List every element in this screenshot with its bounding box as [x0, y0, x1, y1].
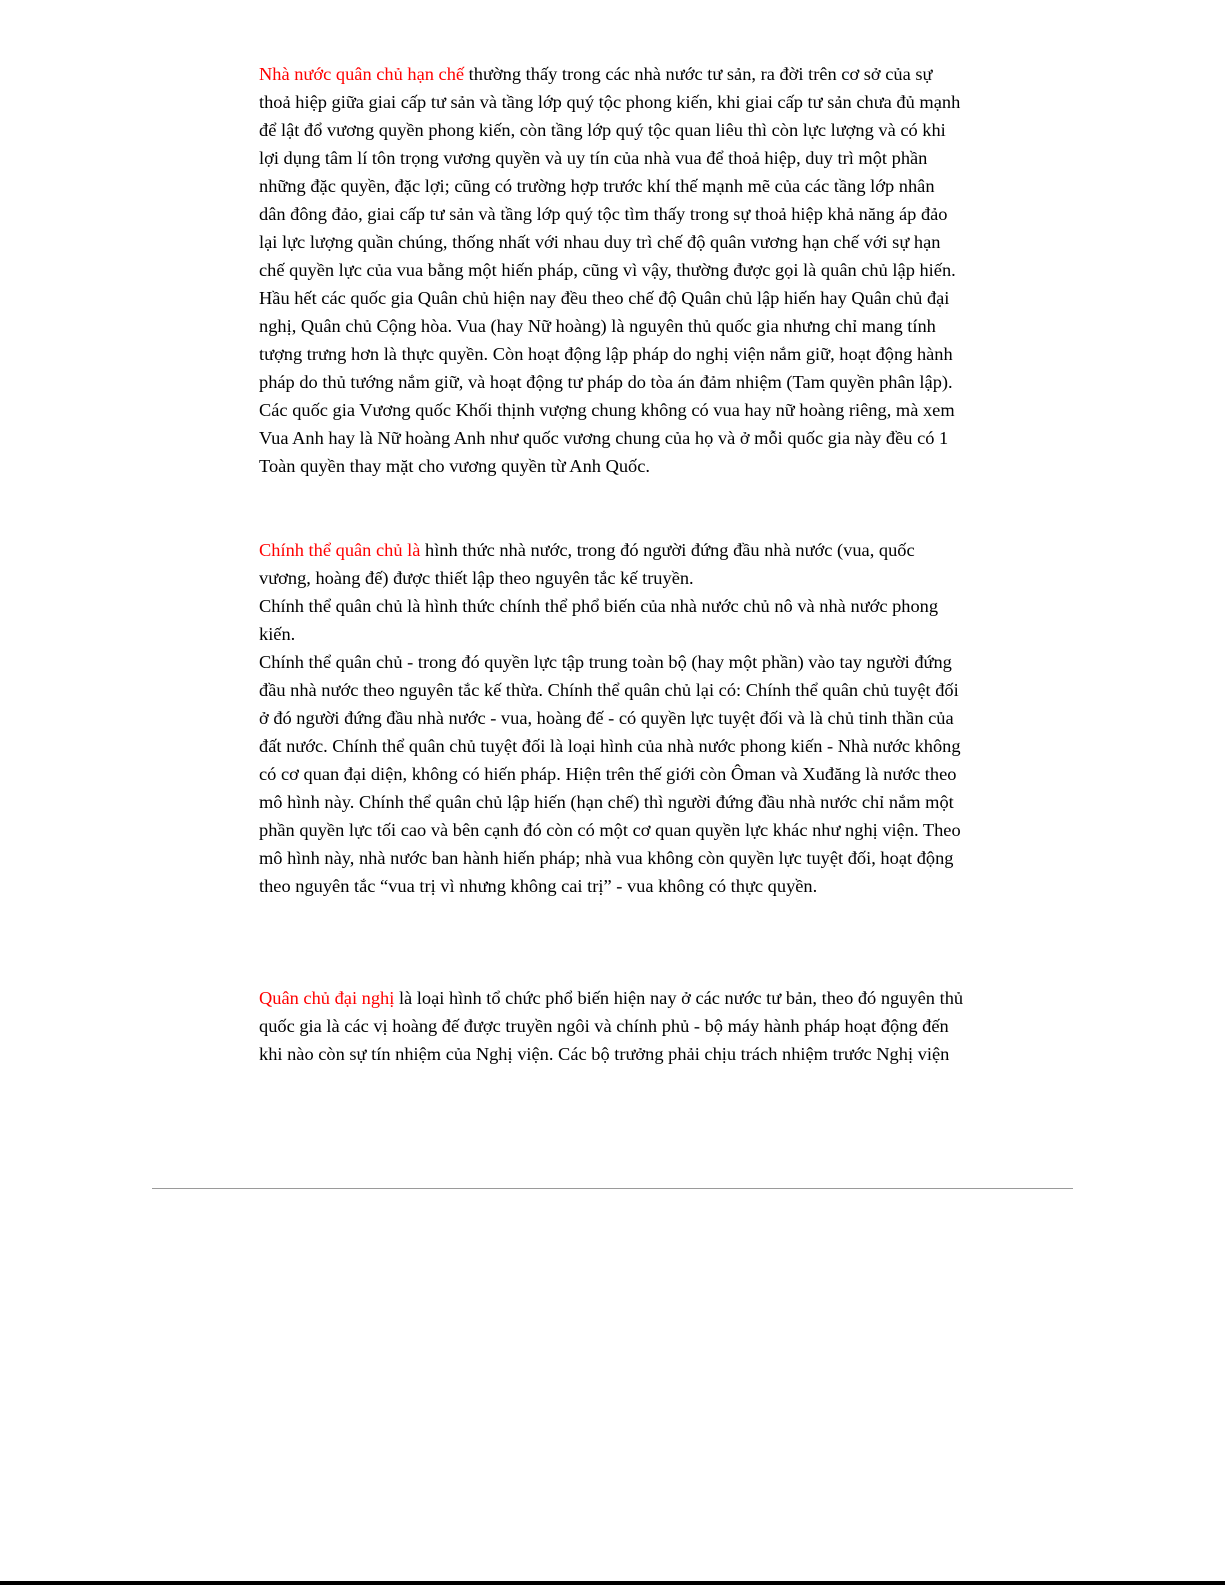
- section-1-body-text: thường thấy trong các nhà nước tư sản, ra đời trên cơ sở của sự thoả hiệp giữa giai cấp tư sản và tầng lớp quý tộc phong kiến, khi giai cấp tư sản chưa đủ mạnh để lật đổ vương quyền phong kiến, còn tầng lớp quý tộc quan liêu thì còn lực lượng và có khi lợi dụng tâm lí tôn trọng vương quyền và uy tín của nhà vua để thoả hiệp, duy trì một phần những đặc quyền, đặc lợi; cũng có trường hợp trước khí thế mạnh mẽ của các tầng lớp nhân dân đông đảo, giai cấp tư sản và tầng lớp quý tộc tìm thấy trong sự thoả hiệp khả năng áp đảo lại lực lượng quần chúng, thống nhất với nhau duy trì chế độ quân vương hạn chế với sự hạn chế quyền lực của vua bằng một hiến pháp, cũng vì vậy, thường được gọi là quân chủ lập hiến.: [259, 64, 961, 280]
- section-3-paragraph-1: [259, 984, 965, 1068]
- page-bottom-edge: [0, 1581, 1225, 1585]
- section-2-paragraph-2: Chính thể quân chủ là hình thức chính thể phổ biến của nhà nước chủ nô và nhà nước phong kiến.: [259, 596, 939, 644]
- section-2-heading-term: Chính thể quân chủ là: [259, 540, 421, 560]
- page-divider: [152, 1188, 1073, 1189]
- section-3-heading-term: Quân chủ đại nghị: [259, 988, 395, 1008]
- paragraph-spacer: [259, 900, 965, 956]
- section-1-paragraph-1: [259, 60, 965, 284]
- section-1-paragraph-2: Hầu hết các quốc gia Quân chủ hiện nay đều theo chế độ Quân chủ lập hiến hay Quân chủ đại nghị, Quân chủ Cộng hòa. Vua (hay Nữ hoàng) là nguyên thủ quốc gia nhưng chỉ mang tính tượng trưng hơn là thực quyền. Còn hoạt động lập pháp do nghị viện nắm giữ, hoạt động hành pháp do thủ tướng nắm giữ, và hoạt động tư pháp do tòa án đảm nhiệm (Tam quyền phân lập). Các quốc gia Vương quốc Khối thịnh vượng chung không có vua hay nữ hoàng riêng, mà xem Vua Anh hay là Nữ hoàng Anh như quốc vương chung của họ và ở mỗi quốc gia này đều có 1 Toàn quyền thay mặt cho vương quyền từ Anh Quốc.: [259, 288, 955, 476]
- section-2-paragraph-3: Chính thể quân chủ - trong đó quyền lực tập trung toàn bộ (hay một phần) vào tay người đứng đầu nhà nước theo nguyên tắc kế thừa. Chính thể quân chủ lại có: Chính thể quân chủ tuyệt đối ở đó người đứng đầu nhà nước - vua, hoàng đế - có quyền lực tuyệt đối và là chủ tinh thần của đất nước. Chính thể quân chủ tuyệt đối là loại hình của nhà nước phong kiến - Nhà nước không có cơ quan đại diện, không có hiến pháp. Hiện trên thế giới còn Ôman và Xuđăng là nước theo mô hình này. Chính thể quân chủ lập hiến (hạn chế) thì người đứng đầu nhà nước chỉ nắm một phần quyền lực tối cao và bên cạnh đó còn có một cơ quan quyền lực khác như nghị viện. Theo mô hình này, nhà nước ban hành hiến pháp; nhà vua không còn quyền lực tuyệt đối, hoạt động theo nguyên tắc “vua trị vì nhưng không cai trị” - vua không có thực quyền.: [259, 652, 961, 896]
- document-body: [259, 60, 965, 1068]
- section-2-body-text: hình thức nhà nước, trong đó người đứng đầu nhà nước (vua, quốc vương, hoàng đế) được thiết lập theo nguyên tắc kế truyền.: [259, 540, 915, 588]
- section-2-paragraph-1: [259, 536, 965, 592]
- paragraph-spacer: [259, 956, 965, 984]
- section-3-body-text: là loại hình tổ chức phổ biến hiện nay ở các nước tư bản, theo đó nguyên thủ quốc gia là các vị hoàng đế được truyền ngôi và chính phủ - bộ máy hành pháp hoạt động đến khi nào còn sự tín nhiệm của Nghị viện. Các bộ trưởng phải chịu trách nhiệm trước Nghị viện: [259, 988, 964, 1064]
- paragraph-spacer: [259, 480, 965, 536]
- section-1-heading-term: Nhà nước quân chủ hạn chế: [259, 64, 465, 84]
